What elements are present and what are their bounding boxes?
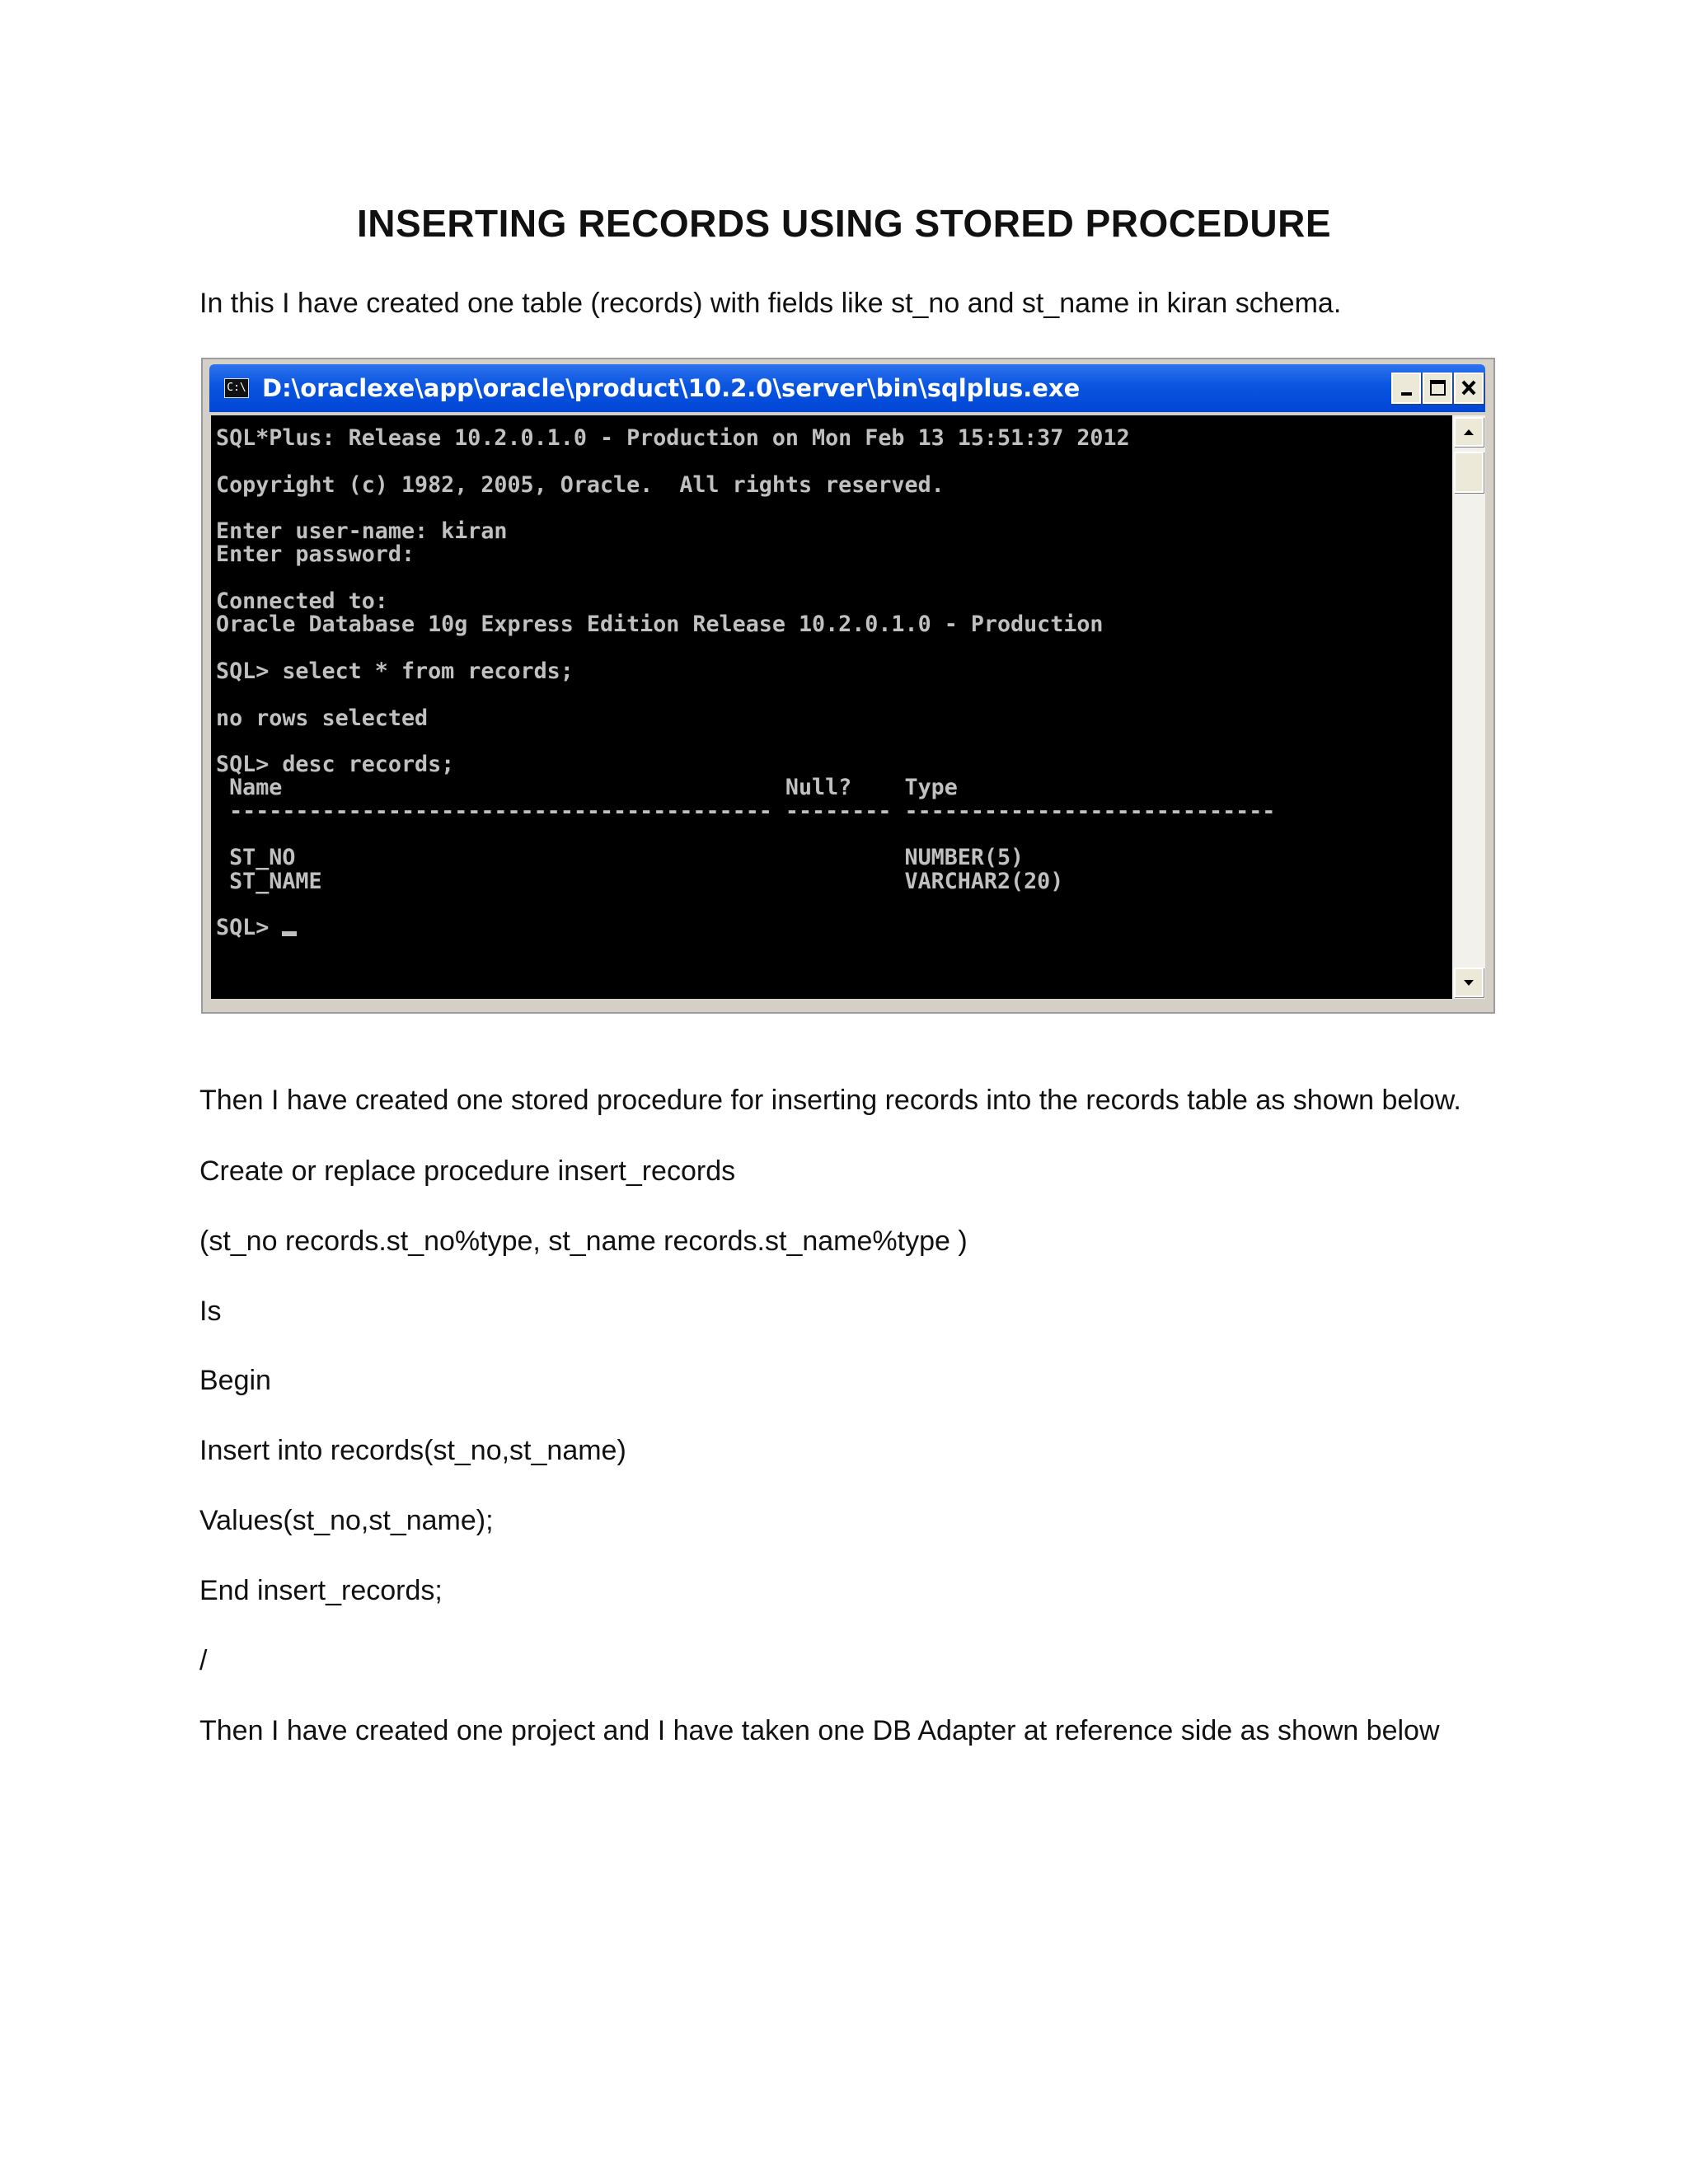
code-line: Create or replace procedure insert_records bbox=[199, 1155, 736, 1187]
sqlplus-console-window bbox=[201, 358, 1495, 1014]
code-line: Values(st_no,st_name); bbox=[199, 1505, 494, 1536]
intro-paragraph: In this I have created one table (records) with fields like st_no and st_name in kiran schema. bbox=[199, 288, 1342, 319]
paragraph-project-intro: Then I have created one project and I have taken one DB Adapter at reference side as shown below bbox=[199, 1715, 1440, 1746]
window-title: D:\oraclexe\app\oracle\product\10.2.0\server\bin\sqlplus.exe bbox=[262, 374, 1081, 402]
code-line: Is bbox=[199, 1296, 222, 1327]
code-line: Insert into records(st_no,st_name) bbox=[199, 1435, 626, 1466]
minimize-icon bbox=[1393, 374, 1419, 402]
scroll-down-button[interactable] bbox=[1454, 968, 1484, 997]
maximize-button[interactable] bbox=[1423, 373, 1452, 404]
paragraph-stored-procedure-intro: Then I have created one stored procedure for inserting records into the records table as shown below. bbox=[199, 1085, 1461, 1116]
code-line: / bbox=[199, 1645, 208, 1676]
scroll-up-arrow-icon bbox=[1456, 419, 1482, 445]
vertical-scrollbar[interactable] bbox=[1452, 415, 1485, 999]
close-icon bbox=[1456, 374, 1482, 402]
maximize-icon bbox=[1424, 374, 1451, 402]
close-button[interactable] bbox=[1454, 373, 1484, 404]
page-title: INSERTING RECORDS USING STORED PROCEDURE bbox=[356, 202, 1332, 245]
sql-prompt: SQL> bbox=[216, 915, 283, 941]
minimize-button[interactable] bbox=[1391, 373, 1421, 404]
console-log-text: SQL*Plus: Release 10.2.0.1.0 - Production on Mon Feb 13 15:51:37 2012 Copyright (c) 1982, 2005, Oracle. All rights reserved. Enter user-name: kiran Enter password: Connected to: Oracle Database 10g Express Edition Release 10.2.0.1.0 - Production SQL> select * from records; no rows selected SQL> desc records; Name Null? Type ----------------------------------------- -------- ---------------------------- ST_NO NUMBER(5) ST_NAME VARCHAR2(20) bbox=[216, 425, 1276, 894]
code-line: (st_no records.st_no%type, st_name records.st_name%type ) bbox=[199, 1226, 968, 1257]
window-titlebar[interactable] bbox=[209, 364, 1485, 412]
console-output[interactable] bbox=[211, 415, 1452, 999]
scroll-up-button[interactable] bbox=[1454, 417, 1484, 447]
code-line: End insert_records; bbox=[199, 1575, 443, 1606]
scroll-down-arrow-icon bbox=[1456, 969, 1482, 996]
cmd-icon: C:\ bbox=[224, 378, 249, 398]
scrollbar-thumb[interactable] bbox=[1454, 452, 1484, 493]
text-cursor bbox=[282, 931, 297, 936]
code-line: Begin bbox=[199, 1365, 271, 1396]
